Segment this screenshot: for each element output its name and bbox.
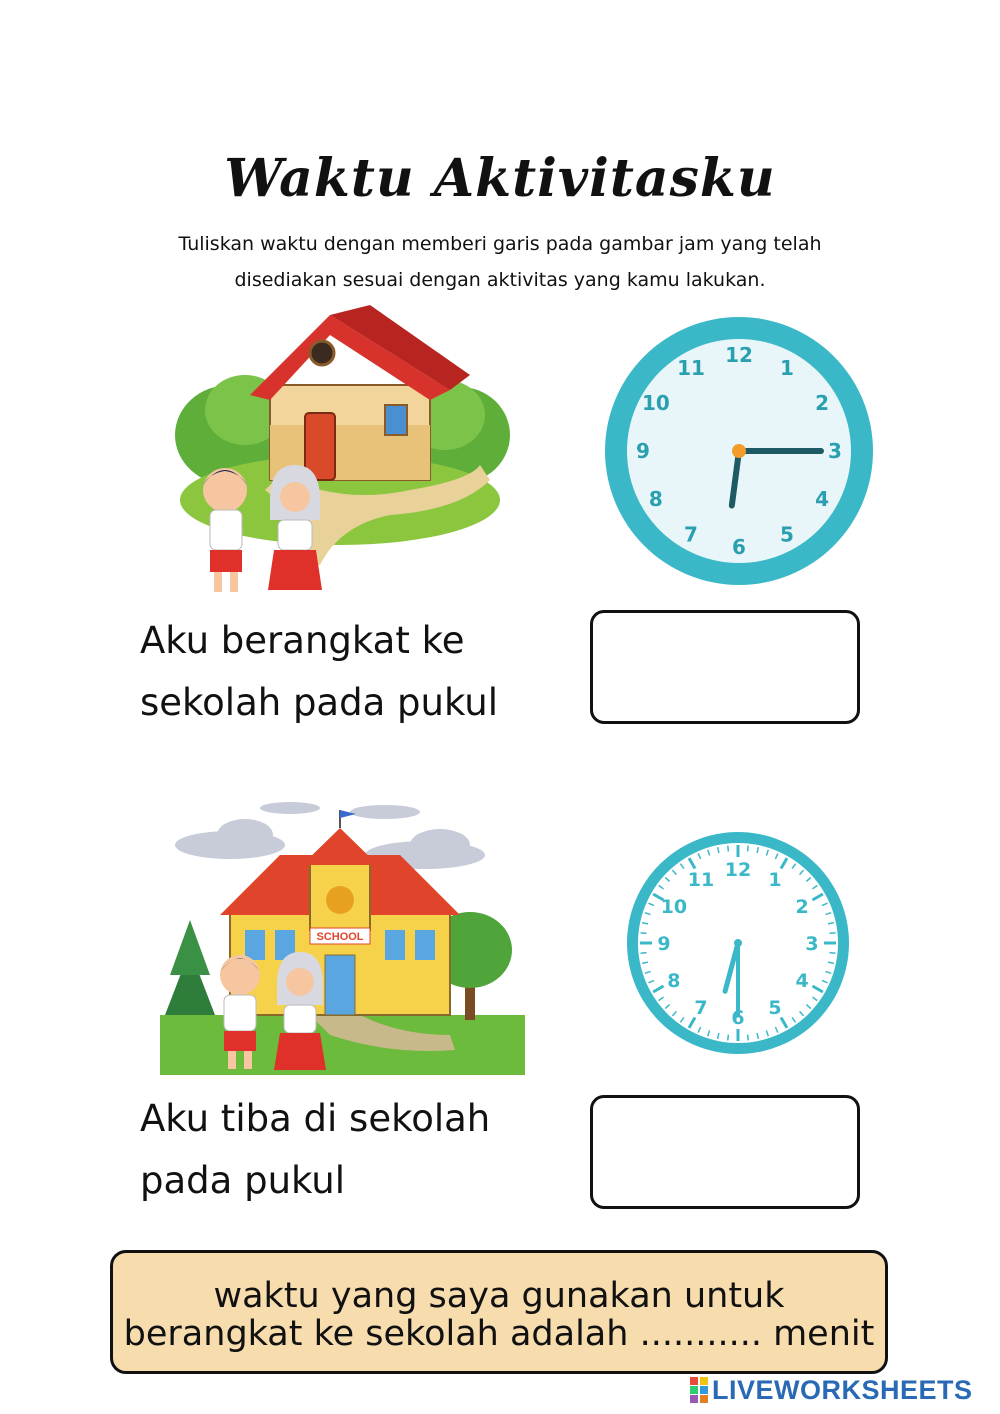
clock-number-7: 7 — [684, 522, 698, 547]
prompt-1-line-1: Aku berangkat ke — [140, 619, 465, 662]
instructions-line-2: disediakan sesuai dengan aktivitas yang kamu lakukan. — [234, 269, 766, 291]
clock-number-1: 1 — [768, 868, 782, 891]
clock-2-tick — [748, 846, 749, 852]
clock-number-11: 11 — [677, 356, 705, 381]
clock-number-4: 4 — [795, 969, 809, 992]
summary-box — [110, 1250, 888, 1374]
prompt-2-line-2: pada pukul — [140, 1159, 346, 1202]
house-with-children-illustration — [170, 305, 510, 600]
prompt-2-line-1: Aku tiba di sekolah — [140, 1097, 491, 1140]
clock-2-tick — [641, 933, 647, 934]
clock-number-6: 6 — [731, 1006, 745, 1029]
clock-number-5: 5 — [768, 996, 782, 1019]
clock-2-tick — [829, 953, 835, 954]
liveworksheets-logo-icon — [690, 1377, 708, 1403]
clock-2-tick — [748, 1034, 749, 1040]
instructions — [100, 226, 900, 298]
clock-2 — [625, 830, 851, 1056]
clock-number-6: 6 — [732, 535, 746, 560]
clock-number-7: 7 — [694, 996, 708, 1019]
school-with-children-illustration — [160, 800, 525, 1075]
clock-number-10: 10 — [660, 895, 688, 918]
summary-line-2[interactable]: berangkat ke sekolah adalah ........... menit — [123, 1314, 875, 1354]
instructions-line-1: Tuliskan waktu dengan memberi garis pada gambar jam yang telah — [178, 233, 822, 255]
clock-2-tick — [728, 1034, 729, 1040]
clock-number-2: 2 — [795, 895, 809, 918]
school-sign: SCHOOL — [316, 931, 364, 943]
clock-2-tick — [728, 846, 729, 852]
prompt-1 — [140, 610, 498, 734]
liveworksheets-brand[interactable] — [690, 1374, 973, 1406]
clock-number-3: 3 — [805, 932, 819, 955]
clock-2-center — [734, 939, 742, 947]
prompt-1-line-2: sekolah pada pukul — [140, 681, 498, 724]
clock-number-2: 2 — [815, 391, 830, 416]
clock-2-tick — [641, 953, 647, 954]
clock-number-12: 12 — [724, 858, 752, 881]
clock-1 — [603, 315, 875, 587]
clock-number-9: 9 — [657, 932, 671, 955]
clock-number-9: 9 — [636, 439, 650, 464]
page-title: Waktu Aktivitasku — [224, 148, 776, 209]
clock-1-center — [732, 444, 746, 458]
answer-box-1[interactable] — [590, 610, 860, 724]
summary-line-1: waktu yang saya gunakan untuk — [213, 1276, 785, 1316]
clock-number-11: 11 — [687, 868, 715, 891]
clock-number-5: 5 — [780, 522, 794, 547]
liveworksheets-brand-name: LIVEWORKSHEETS — [712, 1374, 973, 1405]
clock-number-3: 3 — [828, 439, 842, 464]
clock-number-12: 12 — [725, 343, 753, 368]
clock-number-4: 4 — [815, 487, 830, 512]
clock-number-8: 8 — [648, 487, 663, 512]
clock-number-10: 10 — [641, 391, 670, 416]
clock-2-tick — [829, 933, 835, 934]
answer-box-2[interactable] — [590, 1095, 860, 1209]
prompt-2 — [140, 1088, 490, 1212]
clock-number-8: 8 — [667, 969, 681, 992]
clock-number-1: 1 — [780, 356, 794, 381]
